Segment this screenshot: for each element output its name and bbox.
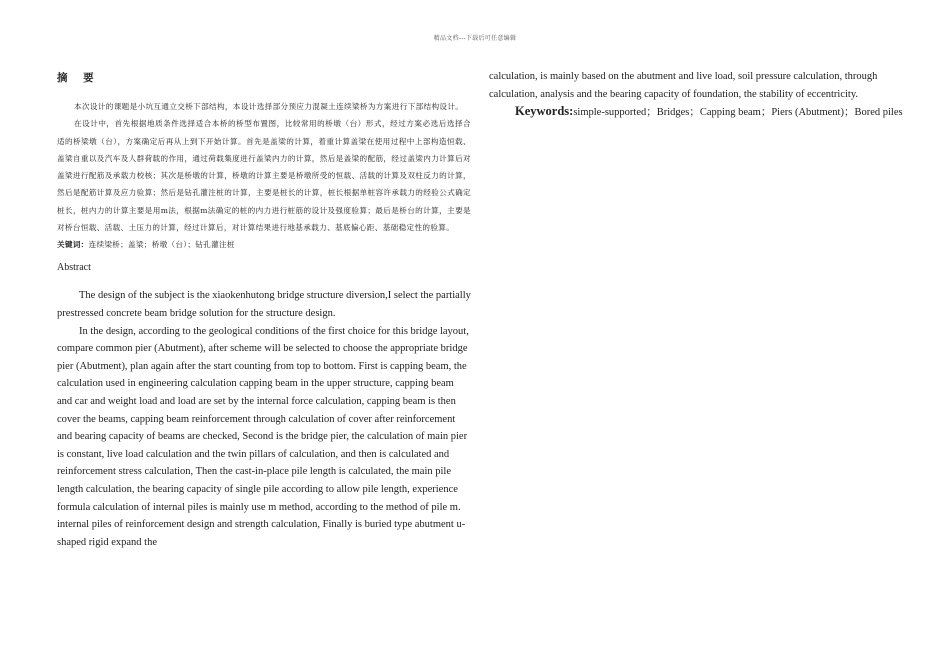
- english-abstract-continuation: calculation, is mainly based on the abutment and live load, soil pressure calculation, through calculation, analysis and the bearing capacity of foundation, the stability of eccentricity.: [489, 71, 878, 100]
- left-column: [57, 70, 471, 551]
- chinese-abstract-title: 摘 要: [57, 72, 100, 84]
- right-column: [489, 68, 905, 122]
- page-header-note: 精品文档---下载后可任意编辑: [433, 35, 517, 42]
- english-abstract-paragraph-2: In the design, according to the geological conditions of the first choice for this bridge layout, compare common pier (Abutment), after scheme will be selected to choose the appropriate bridge pier (Abutment), plan again after the start counting from top to bottom. First is capping beam, the calculation used in engineering calculation capping beam in the upper structure, capping beam and car and weight load and load are set by the internal force calculation, capping beam is then cover the beams, capping beam reinforcement through calculation of cover after reinforcement and bearing capacity of beams are checked, Second is the bridge pier, the calculation of main pier is constant, live load calculation and the twin pillars of calculation, and then is calculated and reinforcement stress calculation, Then the cast-in-place pile length is calculated, the main pile length calculation, the bearing capacity of single pile according to allow pile length, experience formula calculation of internal piles is mainly use m method, according to the method of pile m. internal piles of reinforcement design and strength calculation, Finally is buried type abutment u-shaped rigid expand the: [57, 325, 469, 548]
- english-keywords-label: Keywords:: [515, 104, 574, 119]
- english-keywords: [489, 103, 905, 122]
- english-keywords-text: simple-supported；Bridges；Capping beam；Piers (Abutment)；Bored piles: [573, 107, 903, 119]
- chinese-keywords-label: 关键词：: [57, 240, 89, 250]
- chinese-keywords-text: 连续梁桥；盖梁；桥墩（台）；钻孔灌注桩: [88, 240, 235, 250]
- chinese-abstract-paragraph-2: 在设计中，首先根据地质条件选择适合本桥的桥型布置图，比较常用的桥墩（台）形式，经过方案必选后选择合适的桥梁墩（台），方案确定后再从上到下开始计算。首先是盖梁的计算，着重计算盖梁在使用过程中上部构造恒载、盖梁自重以及汽车及人群荷载的作用，通过荷载集度进行盖梁内力的计算，然后是盖梁的配筋，经过盖梁内力计算后对盖梁进行配筋及承载力校核；其次是桥墩的计算，桥墩的计算主要是桥墩所受的恒载、活载的计算及双柱反力的计算，然后是配筋计算及应力验算；然后是钻孔灌注桩的计算，主要是桩长的计算，桩长根据单桩容许承载力的经验公式确定桩长，桩内力的计算主要是用m法，根据m法确定的桩的内力进行桩筋的设计及强度验算；最后是桥台的计算，主要是对桥台恒载、活载、土压力的计算，经过计算后，对计算结果进行地基承载力、基底偏心距、基础稳定性的验算。: [57, 119, 471, 233]
- english-abstract-title: Abstract: [57, 262, 91, 274]
- english-abstract-paragraph-1: The design of the subject is the xiaokenhutong bridge structure diversion,I select the partially prestressed concrete beam bridge solution for the structure design.: [57, 290, 471, 319]
- chinese-abstract-paragraph-1: 本次设计的课题是小坑互通立交桥下部结构，本设计选择部分预应力混凝土连续梁桥为方案进行下部结构设计。: [74, 102, 464, 111]
- chinese-keywords: [57, 238, 471, 252]
